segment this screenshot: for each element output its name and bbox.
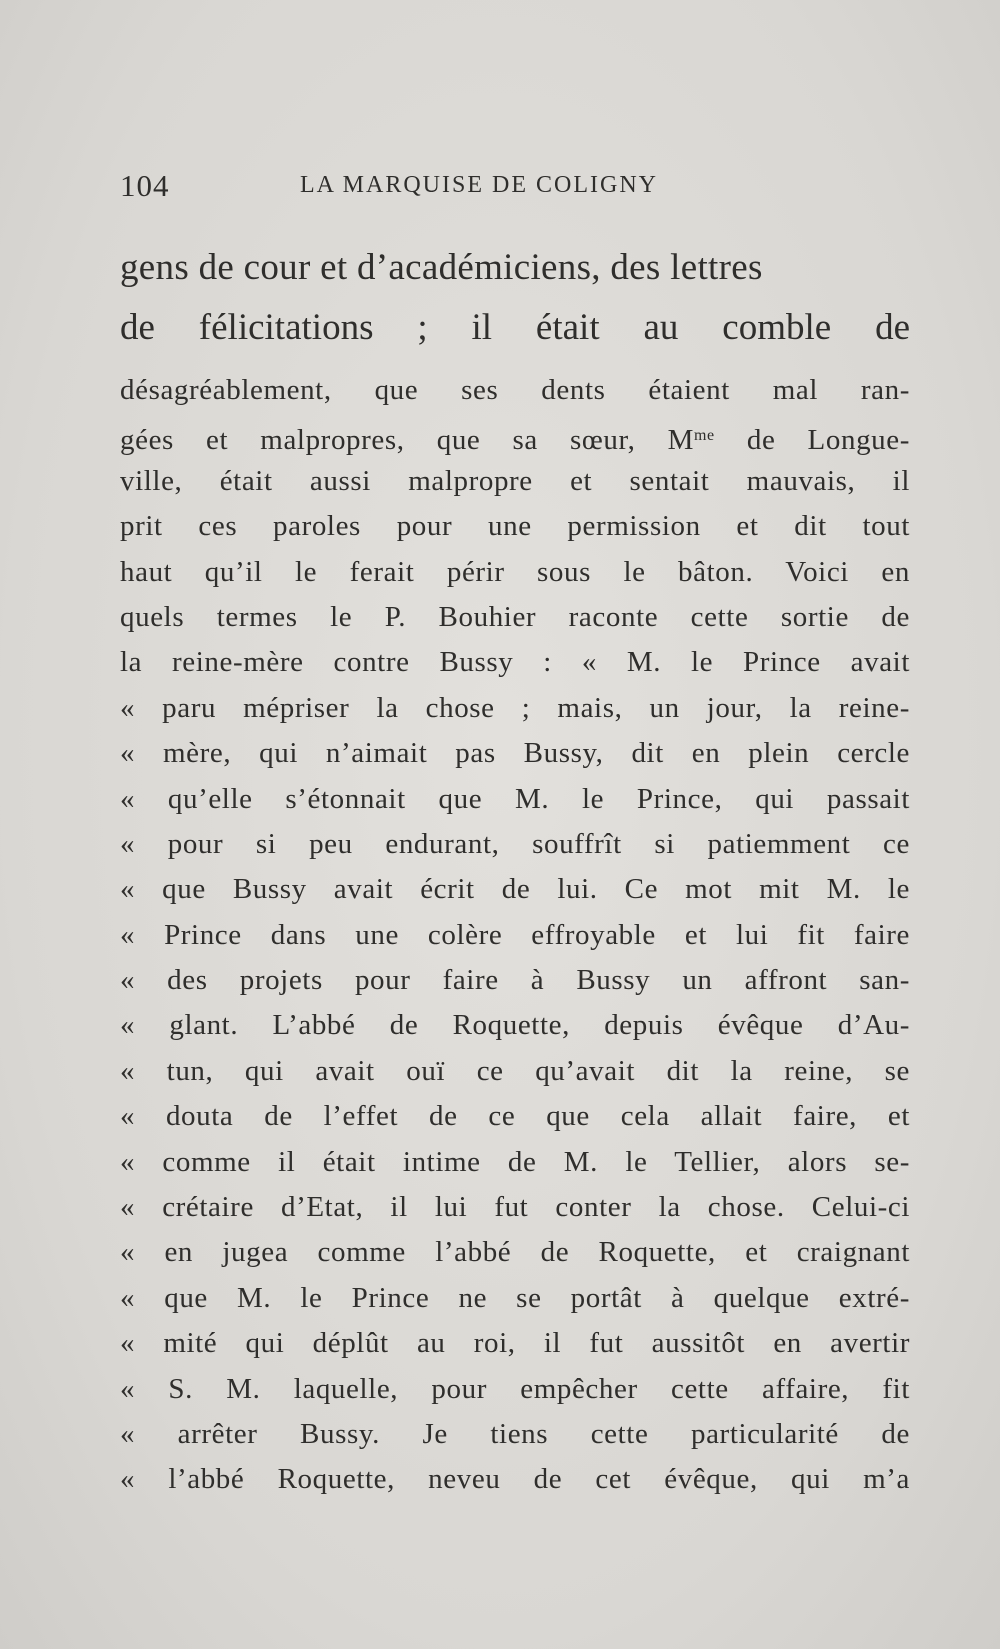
text-line: « qu’elle s’étonnait que M. le Prince, qui passait xyxy=(120,782,910,815)
text-line: « mère, qui n’aimait pas Bussy, dit en plein cercle xyxy=(120,737,910,770)
text-line: « arrêter Bussy. Je tiens cette particularité de xyxy=(120,1417,910,1450)
lead-line: de félicitations ; il était au comble de xyxy=(120,307,910,348)
text-line: « mité qui déplût au roi, il fut aussitôt en avertir xyxy=(120,1327,910,1360)
text-line: « l’abbé Roquette, neveu de cet évêque, qui m’a xyxy=(120,1463,910,1496)
text-line: ville, était aussi malpropre et sentait mauvais, il xyxy=(120,464,910,497)
text-line: prit ces paroles pour une permission et dit tout xyxy=(120,510,910,543)
text-line: « pour si peu endurant, souffrît si patiemment ce xyxy=(120,827,910,860)
page-header xyxy=(120,168,910,208)
text-line: « tun, qui avait ouï ce qu’avait dit la reine, se xyxy=(120,1054,910,1087)
text-line: « que M. le Prince ne se portât à quelque extré- xyxy=(120,1281,910,1314)
text-line: désagréablement, que ses dents étaient mal ran- xyxy=(120,374,910,406)
text-line: « comme il était intime de M. le Tellier, alors se- xyxy=(120,1145,910,1178)
text-line: quels termes le P. Bouhier raconte cette sortie de xyxy=(120,600,910,633)
text-line: « glant. L’abbé de Roquette, depuis évêque d’Au- xyxy=(120,1009,910,1042)
text-line: « Prince dans une colère effroyable et lui fit faire xyxy=(120,918,910,951)
lead-line: gens de cour et d’académiciens, des lettres xyxy=(120,247,763,288)
text-line: « S. M. laquelle, pour empêcher cette affaire, fit xyxy=(120,1372,910,1405)
text-line: « crétaire d’Etat, il lui fut conter la chose. Celui-ci xyxy=(120,1191,910,1224)
text-line: la reine-mère contre Bussy : « M. le Prince avait xyxy=(120,646,910,679)
text-line: « paru mépriser la chose ; mais, un jour, la reine- xyxy=(120,691,910,724)
page-number: 104 xyxy=(120,168,170,203)
superscript-me: me xyxy=(693,427,715,445)
body-text xyxy=(120,368,910,1503)
text-line: « que Bussy avait écrit de lui. Ce mot mit M. le xyxy=(120,873,910,906)
text-line: gées et malpropres, que sa sœur, $M^{me}$ de Longue- xyxy=(120,424,910,457)
lead-paragraph xyxy=(120,238,910,358)
text-line: « douta de l’effet de ce que cela allait faire, et xyxy=(120,1100,910,1133)
running-title: LA MARQUISE DE COLIGNY xyxy=(300,172,658,198)
text-line: « en jugea comme l’abbé de Roquette, et craignant xyxy=(120,1236,910,1269)
text-line: « des projets pour faire à Bussy un affront san- xyxy=(120,964,910,997)
text-line: haut qu’il le ferait périr sous le bâton. Voici en xyxy=(120,555,910,588)
